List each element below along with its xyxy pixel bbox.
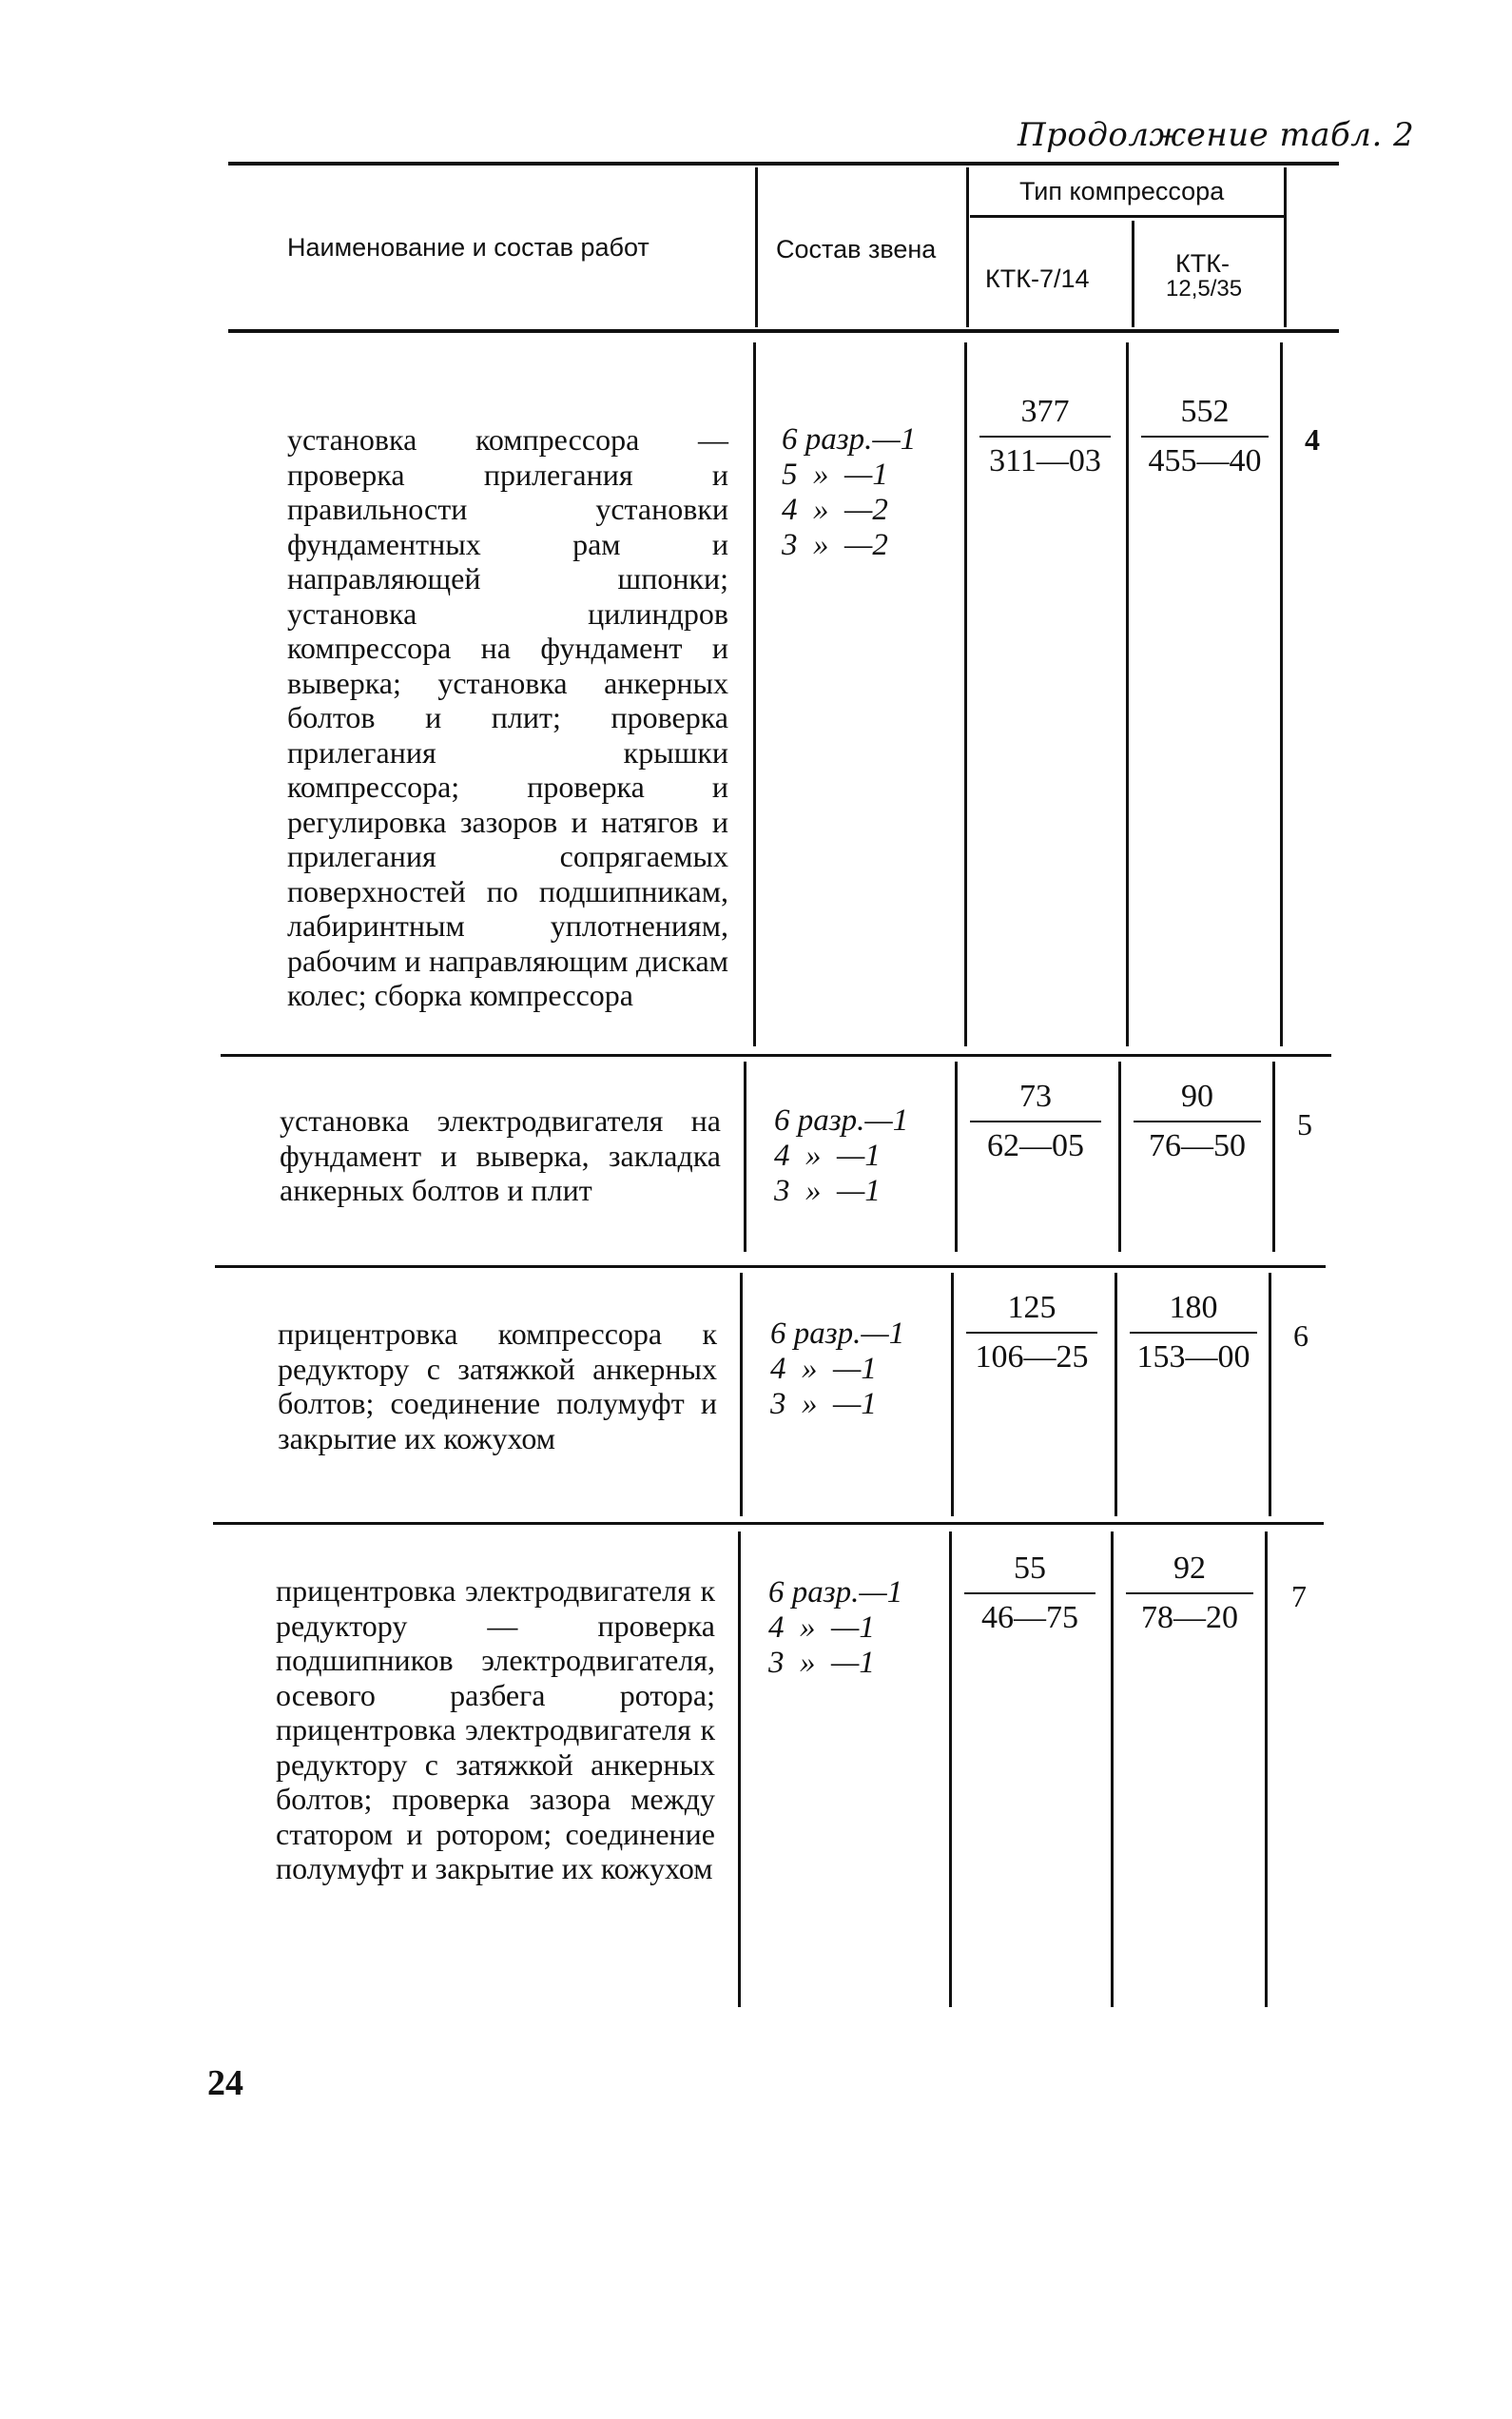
row1-crew-line: 5 » —1 [782,458,888,492]
row1-type-b-top: 552 [1180,394,1230,429]
row3-number: 6 [1293,1318,1308,1353]
row4-divider-2 [949,1531,952,2007]
row2-divider-1 [744,1062,746,1252]
column-header-type-a: КТК-7/14 [985,264,1090,293]
row1-crew [782,422,916,563]
continuation-label: Продолжение табл. 2 [1018,116,1415,154]
header-bottom-rule [228,329,1339,333]
row3-type-a-bottom: 106—25 [975,1339,1089,1375]
row1-crew-line: 4 » —2 [782,493,888,527]
row3-type-b-top: 180 [1169,1290,1218,1325]
row3-type-a-fraction-line [966,1332,1097,1334]
row4-crew-line: 6 разр.—1 [768,1575,903,1609]
row1-type-a-top: 377 [1020,394,1070,429]
row4-divider-4 [1265,1531,1268,2007]
row3-crew [770,1317,904,1422]
row1-crew-line: 3 » —2 [782,528,888,562]
row3-divider-1 [740,1273,743,1516]
header-divider-3 [1132,221,1134,327]
row2-type-a-bottom: 62—05 [987,1128,1084,1163]
row2-crew [774,1103,908,1209]
row2-type-a-top: 73 [1019,1079,1052,1114]
row3-divider-3 [1115,1273,1117,1516]
row1-divider-2 [964,342,967,1046]
row3-crew-line: 4 » —1 [770,1352,877,1386]
row4-type-a-bottom: 46—75 [981,1600,1078,1635]
row4-crew [768,1575,902,1681]
row2-divider-4 [1272,1062,1275,1252]
row2-type-b-bottom: 76—50 [1149,1128,1246,1163]
row1-number: 4 [1305,422,1320,457]
row1-type-a-bottom: 311—03 [989,443,1101,478]
row4-description: прицентровка электродвигателя к редуктору — проверка подшипников электродвигателя, осевого разбега ротора; прицентровка электродвигателя к редуктору с затяжкой анкерных болтов; проверка зазора между статором и ротором; соединение полумуфт и закрытие их кожухом [276,1573,715,1885]
row3-type-b-bottom: 153—00 [1136,1339,1250,1375]
row4-number: 7 [1291,1579,1307,1613]
column-header-type-b-line2: 12,5/35 [1166,276,1243,302]
row-separator-2 [215,1265,1326,1268]
column-header-compressor-type: Тип компрессора [1019,177,1225,205]
row3-crew-line: 6 разр.—1 [770,1317,905,1351]
row4-type-b-top: 92 [1173,1551,1206,1586]
row2-divider-3 [1118,1062,1121,1252]
page-number: 24 [207,2063,243,2103]
column-header-crew: Состав звена [776,235,937,263]
header-sub-rule [970,215,1284,218]
row3-divider-4 [1269,1273,1271,1516]
row1-type-a-fraction-line [979,436,1111,438]
column-header-type-b-line1: КТК- [1175,249,1230,278]
row1-description: установка компрессора — проверка прилегания и правильности установки фундаментных рам и направляющей шпонки; установка цилиндров компрессора на фундамент и выверка; установка анкерных болтов и плит; проверка прилегания крышки компрессора; проверка и регулировка зазоров и натягов и прилегания сопрягаемых поверхностей по подшипникам, лабиринтным уплотнениям, рабочим и направляющим дискам колес; сборка компрессора [287,422,728,1012]
header-divider-4 [1284,167,1287,327]
row1-type-b-fraction-line [1141,436,1269,438]
row2-number: 5 [1297,1107,1312,1141]
header-top-rule [228,162,1339,166]
row2-crew-line: 3 » —1 [774,1174,881,1208]
row2-type-b-fraction-line [1134,1121,1261,1122]
row1-type-b-bottom: 455—40 [1148,443,1262,478]
row-separator-3 [213,1522,1324,1525]
row3-crew-line: 3 » —1 [770,1387,877,1421]
row1-divider-1 [753,342,756,1046]
row3-description: прицентровка компрессора к редуктору с затяжкой анкерных болтов; соединение полумуфт и закрытие их кожухом [278,1317,717,1455]
row4-divider-1 [738,1531,741,2007]
header-divider-2 [966,167,969,327]
row4-crew-line: 4 » —1 [768,1610,875,1645]
row4-type-a-fraction-line [964,1592,1095,1594]
row4-type-a-top: 55 [1014,1551,1046,1586]
row2-crew-line: 6 разр.—1 [774,1103,909,1138]
row1-divider-4 [1280,342,1283,1046]
row1-divider-3 [1126,342,1129,1046]
header-divider-1 [755,167,758,327]
row2-type-a-fraction-line [970,1121,1101,1122]
row3-divider-2 [951,1273,954,1516]
row1-crew-line: 6 разр.—1 [782,422,917,457]
row2-divider-2 [955,1062,958,1252]
row4-divider-3 [1111,1531,1114,2007]
column-header-name: Наименование и состав работ [287,233,649,262]
row2-type-b-top: 90 [1181,1079,1213,1114]
row4-type-b-fraction-line [1126,1592,1253,1594]
row2-crew-line: 4 » —1 [774,1139,881,1173]
row3-type-b-fraction-line [1130,1332,1257,1334]
row4-crew-line: 3 » —1 [768,1646,875,1680]
row3-type-a-top: 125 [1007,1290,1056,1325]
row-separator-1 [221,1054,1331,1057]
row2-description: установка электродвигателя на фундамент и выверка, закладка анкерных болтов и плит [280,1103,721,1207]
row4-type-b-bottom: 78—20 [1141,1600,1238,1635]
